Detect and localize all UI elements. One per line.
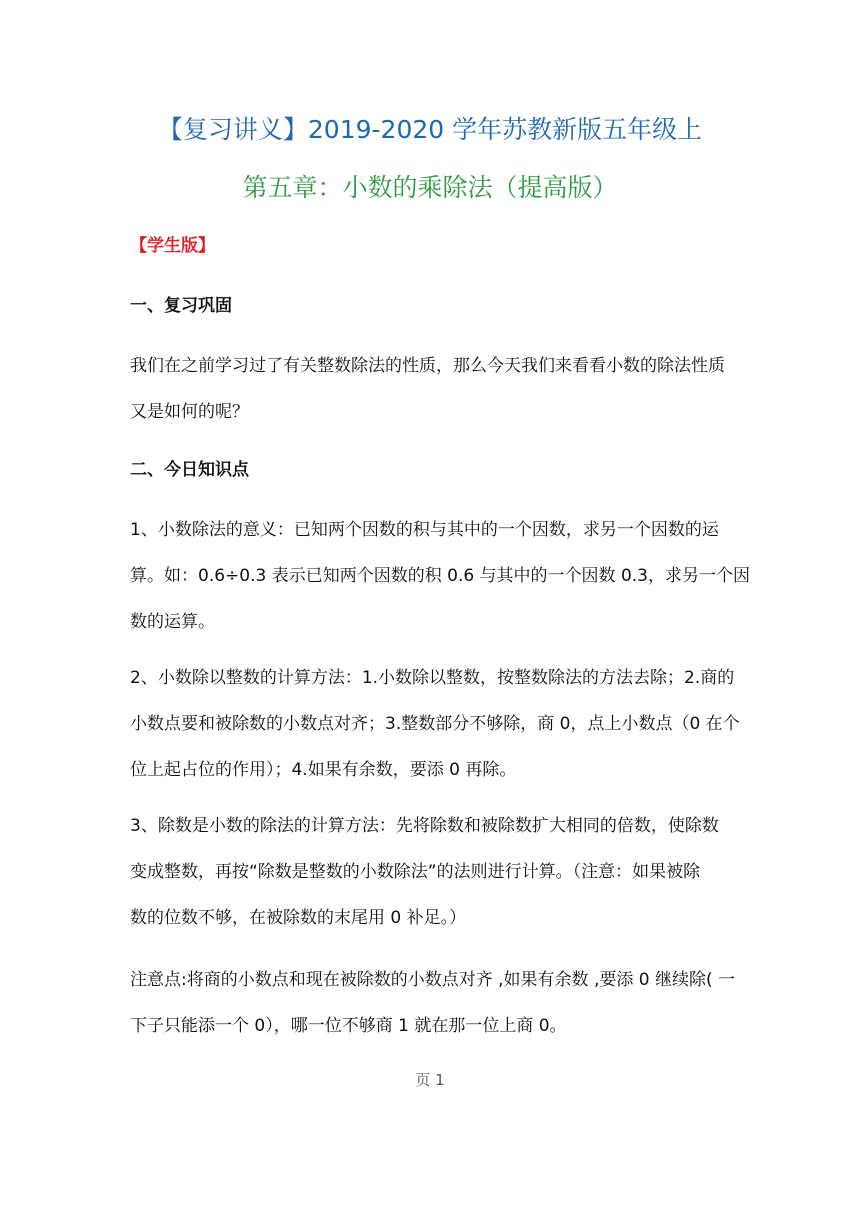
paragraph-line: 位上起占位的作用）；4.如果有余数，要添 0 再除。 (130, 760, 517, 780)
knowledge-point-1 (130, 507, 750, 645)
paragraph-line: 数的位数不够，在被除数的末尾用 0 补足。） (130, 908, 467, 928)
section-heading-knowledge: 二、今日知识点 (130, 460, 249, 480)
paragraph-line: 2、小数除以整数的计算方法：1.小数除以整数，按整数除法的方法去除；2.商的 (130, 668, 735, 688)
paragraph-line: 小数点要和被除数的小数点对齐；3.整数部分不够除，商 0，点上小数点（0 在个 (130, 714, 740, 734)
chapter-subtitle: 第五章：小数的乘除法（提高版） (242, 173, 618, 202)
paragraph-line: 数的运算。 (130, 612, 215, 632)
intro-paragraph (130, 343, 750, 435)
paragraph-line: 下子只能添一个 0），哪一位不够商 1 就在那一位上商 0。 (130, 1016, 567, 1036)
paragraph-line: 1、小数除法的意义：已知两个因数的积与其中的一个因数，求另一个因数的运 (130, 520, 719, 540)
paragraph-line: 3、除数是小数的除法的计算方法：先将除数和被除数扩大相同的倍数，使除数 (130, 816, 719, 836)
document-title: 【复习讲义】2019-2020 学年苏教新版五年级上 (157, 115, 703, 144)
paragraph-line: 我们在之前学习过了有关整数除法的性质，那么今天我们来看看小数的除法性质 (130, 356, 725, 376)
knowledge-point-3 (130, 803, 750, 941)
note-paragraph (130, 957, 750, 1049)
student-version-label: 【学生版】 (130, 236, 215, 256)
page-number: 页 1 (415, 1071, 445, 1089)
paragraph-line: 注意点:将商的小数点和现在被除数的小数点对齐 ,如果有余数 ,要添 0 继续除( 一 (130, 970, 736, 990)
paragraph-line: 算。如：0.6÷0.3 表示已知两个因数的积 0.6 与其中的一个因数 0.3，求另一个因 (130, 566, 751, 586)
knowledge-point-2 (130, 655, 750, 793)
section-heading-review: 一、复习巩固 (130, 296, 232, 316)
paragraph-line: 变成整数，再按“除数是整数的小数除法”的法则进行计算。（注意：如果被除 (130, 862, 701, 882)
paragraph-line: 又是如何的呢？ (130, 402, 249, 422)
